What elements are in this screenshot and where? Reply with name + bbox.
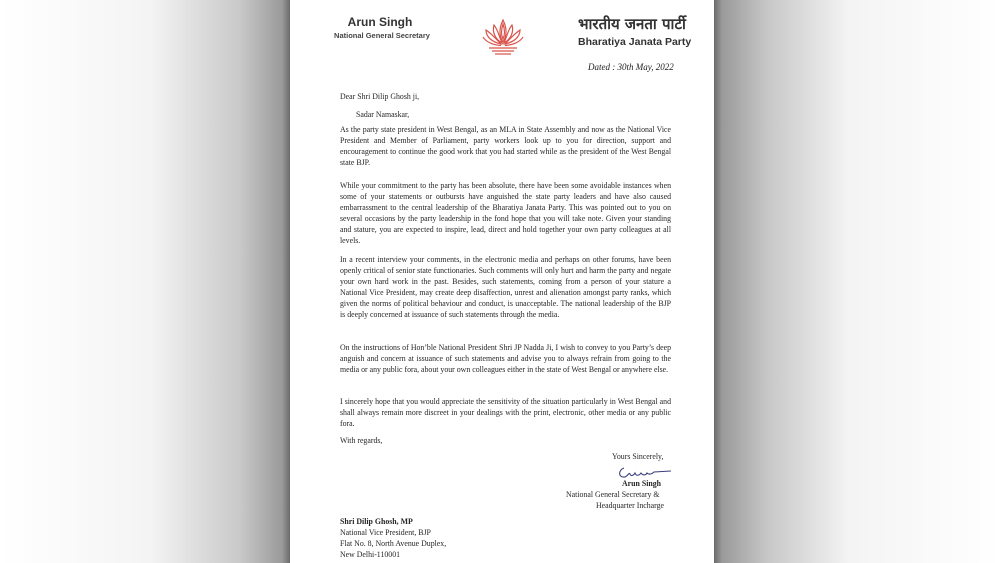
paragraph-2: While your commitment to the party has been absolute, there have been some avoidable instances when some of your statements or outbursts have anguished the state party leaders and have also caused embarrassment to the central leadership of the Bharatiya Janata Party. This was pointed out to you on several occasions by the party leadership in the fond hope that you will take note. Given your standing and stature, you are expected to inspire, lead, direct and hold together your own party colleagues at all levels. [340, 181, 671, 245]
paragraph-5: I sincerely hope that you would appreciate the sensitivity of the situation particularly in West Bengal and shall always remain more discreet in your dealings with the print, electronic, other media or any public fora. [340, 397, 671, 428]
sender-name: Arun Singh [347, 15, 413, 29]
closing: With regards, [340, 436, 383, 445]
salutation: Dear Shri Dilip Ghosh ji, [340, 92, 420, 101]
left-background-shadow [0, 0, 290, 563]
right-background-shadow [714, 0, 1000, 563]
recipient-name: Shri Dilip Ghosh, MP [340, 517, 413, 526]
recipient-line-1: National Vice President, BJP [340, 528, 431, 537]
signoff-yours: Yours Sincerely, [612, 452, 664, 461]
paragraph-4: On the instructions of Hon’ble National President Shri JP Nadda Ji, I wish to convey to you Party’s deep anguish and concern at issuance of such statements and advise you to always refrain from going to the media or any public fora, about your own colleagues either in the state of West Bengal or anywhere else. [340, 343, 671, 374]
paragraph-1: As the party state president in West Bengal, as an MLA in State Assembly and now as the National Vice President and Member of Parliament, party workers look up to you for direction, support and encouragement to continue the good work that you had started while as the president of the West Bengal state BJP. [340, 125, 671, 167]
recipient-line-2: Flat No. 8, North Avenue Duplex, [340, 539, 447, 548]
letter-date: Dated : 30th May, 2022 [588, 62, 674, 72]
signoff-designation-1: National General Secretary & [566, 490, 660, 499]
lotus-logo-icon [480, 16, 526, 56]
party-name-english: Bharatiya Janata Party [578, 36, 692, 48]
recipient-line-3: New Delhi-110001 [340, 550, 401, 559]
paragraph-3: In a recent interview your comments, in the electronic media and perhaps on other forums, have been openly critical of senior state functionaries. Such comments will only hurt and harm the party and negate your own hard work in the past. Besides, such statements, coming from a person of your stature a National Vice President, may create deep disaffection, unrest and alienation amongst party ranks, which given the norms of political behaviour and conduct, is unacceptable. The national leadership of the BJP is deeply concerned at issuance of such statements through the media. [340, 255, 671, 319]
sender-title: National General Secretary [334, 31, 430, 40]
greeting: Sadar Namaskar, [356, 110, 410, 119]
party-name-hindi: भारतीय जनता पार्टी [578, 15, 686, 33]
signoff-name: Arun Singh [622, 479, 662, 488]
signoff-designation-2: Headquarter Incharge [596, 501, 665, 510]
letter-page [290, 0, 714, 563]
